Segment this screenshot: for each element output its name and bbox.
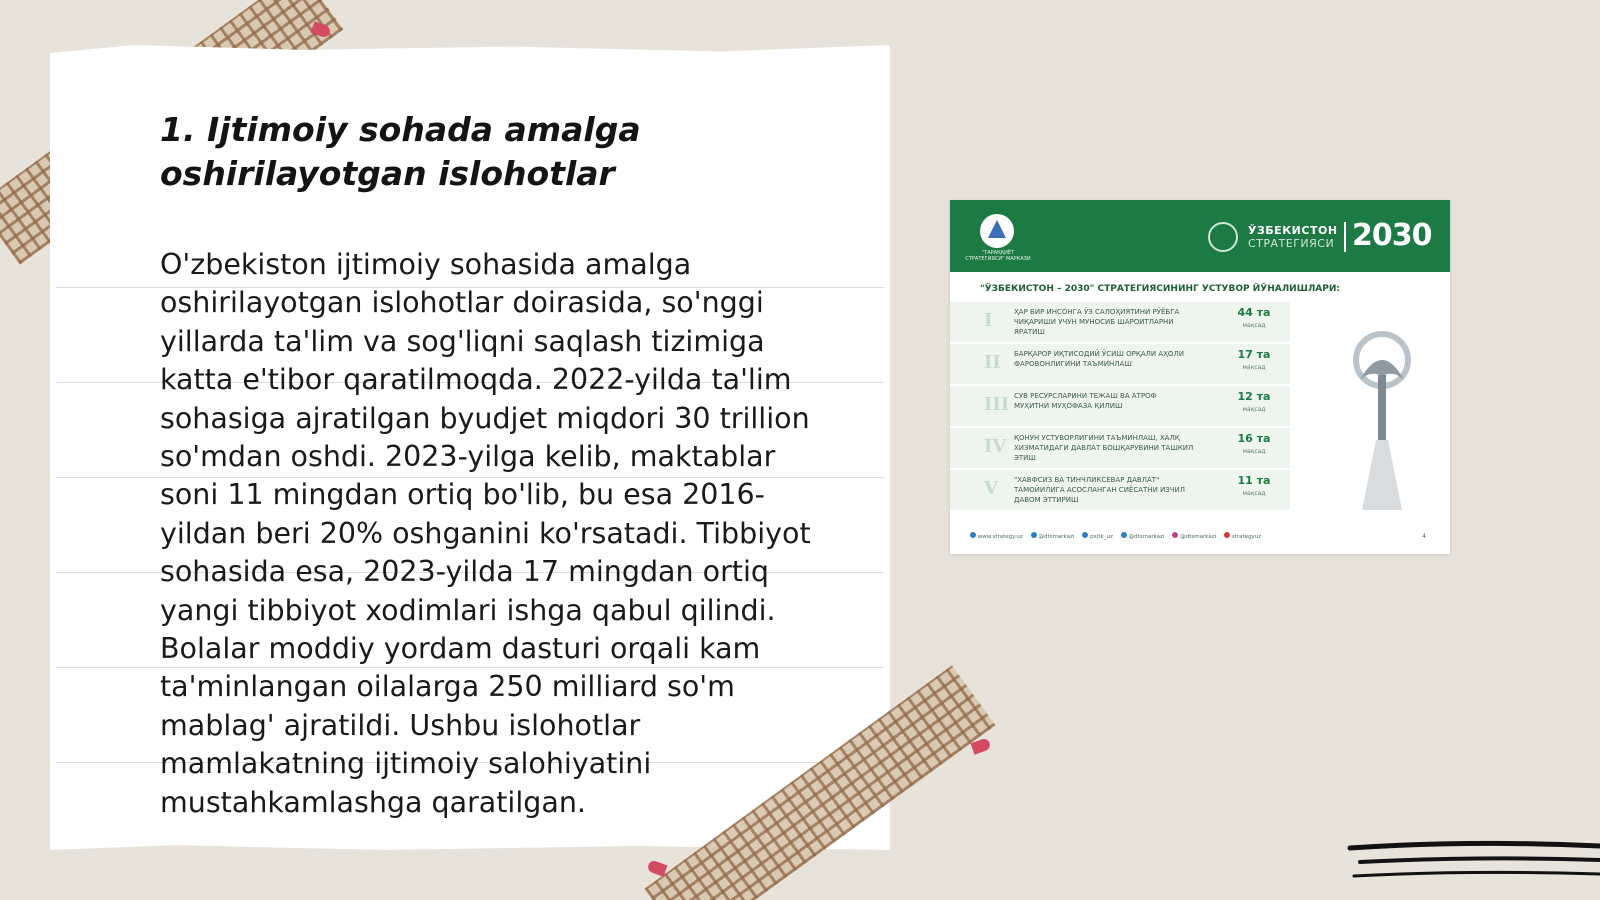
- direction-count: 11 та мақсад: [1237, 474, 1271, 497]
- direction-count: 44 та мақсад: [1237, 306, 1271, 329]
- infographic-footer: www.strategy.uz @dtsmarkazi ps|tk_uz @dtsmarkazi @dtsmarkazi strategyuz: [970, 532, 1430, 540]
- direction-row: [950, 302, 1290, 342]
- direction-number: I: [984, 310, 993, 331]
- monument-icon: [1342, 320, 1422, 510]
- direction-count: 12 та мақсад: [1237, 390, 1271, 413]
- infographic-header: [950, 200, 1450, 272]
- direction-text: ҲАР БИР ИНСОНГА ЎЗ САЛОҲИЯТИНИ РЎЁБГА ЧИҚАРИШИ УЧУН МУНОСИБ ШАРОИТЛАРНИ ЯРАТИШ: [1014, 308, 1180, 336]
- pin-decoration: [646, 859, 667, 876]
- direction-row: [950, 344, 1290, 384]
- direction-row: [950, 428, 1290, 468]
- brush-strokes-decoration: [1340, 838, 1600, 888]
- direction-count: 16 та мақсад: [1237, 432, 1271, 455]
- direction-text: БАРҚАРОР ИҚТИСОДИЙ ЎСИШ ОРҚАЛИ АҲОЛИ ФАРОВОНЛИГИНИ ТАЪМИНЛАШ: [1014, 350, 1184, 368]
- direction-number: II: [984, 352, 1001, 373]
- strategy-year: 2030: [1352, 218, 1432, 253]
- direction-text: СУВ РЕСУРСЛАРИНИ ТЕЖАШ ВА АТРОФ МУҲИТНИ МУҲОФАЗА ҚИЛИШ: [1014, 392, 1157, 410]
- page-number: 4: [1422, 533, 1426, 540]
- slide-title: 1. Ijtimoiy sohada amalga oshirilayotgan islohotlar: [160, 110, 641, 193]
- header-divider: [1344, 222, 1346, 252]
- strategy-infographic: [950, 200, 1450, 554]
- direction-row: [950, 386, 1290, 426]
- direction-count: 17 та мақсад: [1237, 348, 1271, 371]
- strategy-name-line2: СТРАТЕГИЯСИ: [1248, 237, 1335, 250]
- slide-body-text: O'zbekiston ijtimoiy sohasida amalga oshirilayotgan islohotlar doirasida, so'nggi yillarda ta'lim va sog'liqni saqlash tizimiga katta e'tibor qaratilmoqda. 2022-yilda ta'lim sohasiga ajratilgan byudjet miqdori 30 trillion so'mdan oshdi. 2023-yilga kelib, maktablar soni 11 mingdan ortiq bo'lib, bu esa 2016-yildan beri 20% oshganini ko'rsatadi. Tibbiyot sohasida esa, 2023-yilda 17 mingdan ortiq yangi tibbiyot xodimlari ishga qabul qilindi. Bolalar moddiy yordam dasturi orqali kam ta'minlangan oilalarga 250 milliard so'm mablag' ajratildi. Ushbu islohotlar mamlakatning ijtimoiy salohiyatini mustahkamlashga qaratilgan.: [160, 248, 811, 819]
- logo-caption: "ТАРАҚҚИЁТ СТРАТЕГИЯСИ" МАРКАЗИ: [965, 250, 1031, 262]
- state-emblem-icon: [1208, 222, 1238, 252]
- strategy-name: [1248, 224, 1338, 250]
- direction-text: ҚОНУН УСТУВОРЛИГИНИ ТАЪМИНЛАШ, ХАЛҚ ХИЗМАТИДАГИ ДАВЛАТ БОШҚАРУВИНИ ТАШКИЛ ЭТИШ: [1014, 434, 1194, 462]
- strategy-name-line1: ЎЗБЕКИСТОН: [1248, 224, 1338, 237]
- center-logo-icon: [980, 214, 1014, 248]
- infographic-heading: "ЎЗБЕКИСТОН – 2030" СТРАТЕГИЯСИНИНГ УСТУВОР ЙЎНАЛИШЛАРИ:: [980, 284, 1340, 294]
- direction-text: "ХАВФСИЗ ВА ТИНЧЛИКСЕВАР ДАВЛАТ" ТАМОЙИЛИГА АСОСЛАНГАН СИЁСАТНИ ИЗЧИЛ ДАВОМ ЭТТИРИШ: [1014, 476, 1186, 504]
- direction-number: III: [984, 394, 1010, 415]
- direction-number: V: [984, 478, 998, 499]
- direction-number: IV: [984, 436, 1007, 457]
- direction-row: [950, 470, 1290, 510]
